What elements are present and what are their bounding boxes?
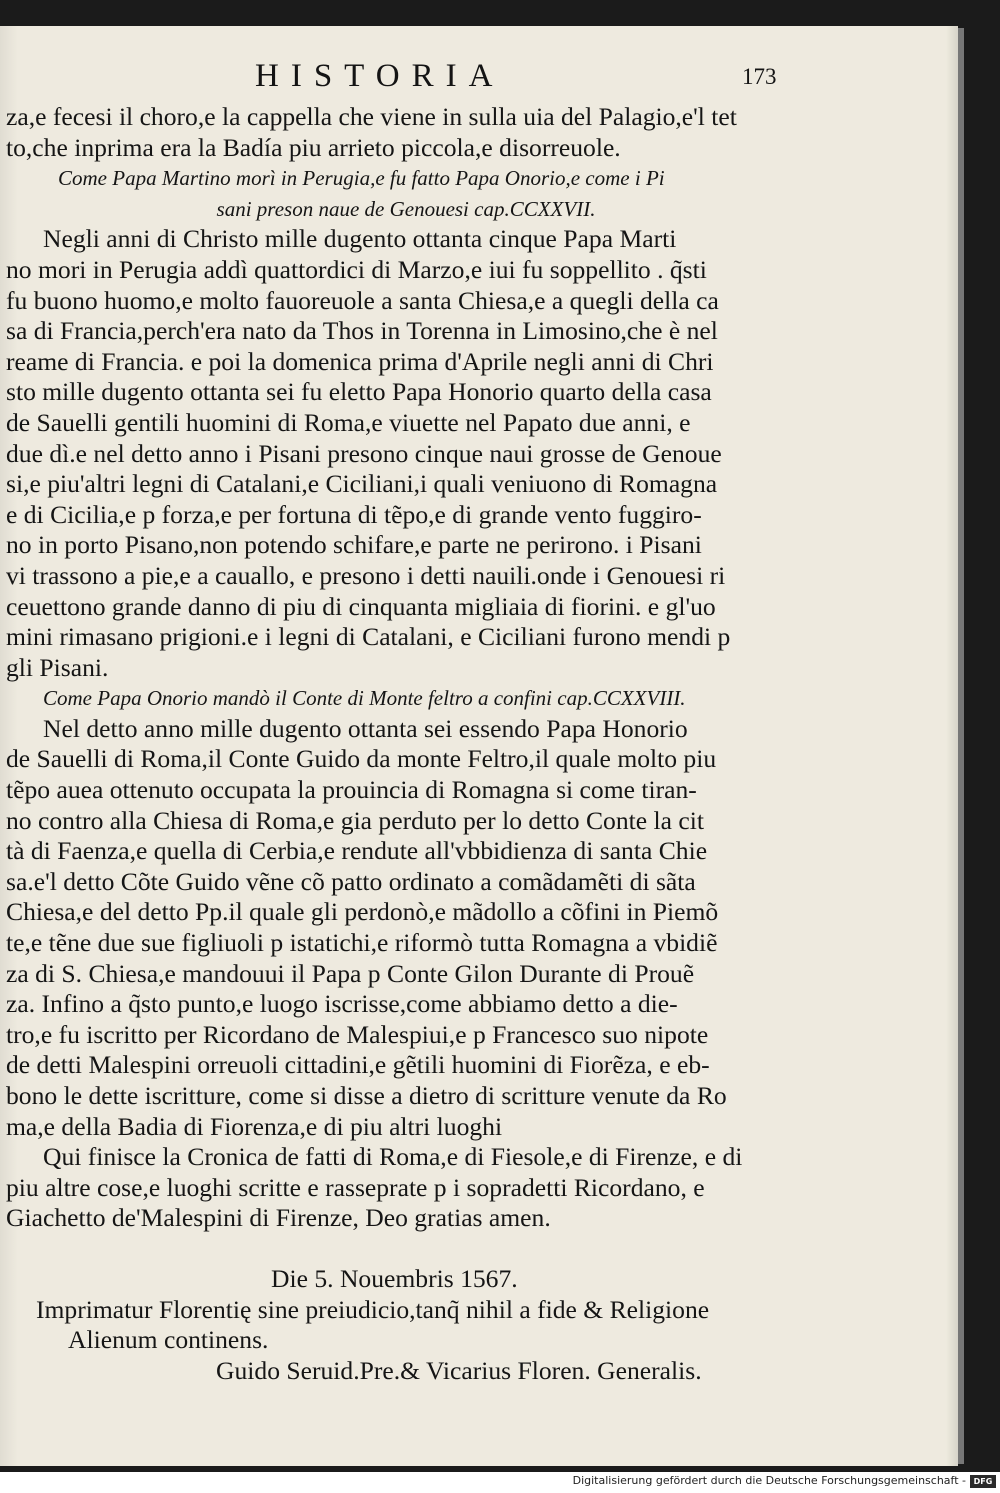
text-line: za,e fecesi il choro,e la cappella che viene in sulla uia del Palagio,e'l tet [6,102,737,131]
body-text [6,102,806,1386]
text-line: tro,e fu iscritto per Ricordano de Malespiui,e p Francesco suo nipote [6,1019,709,1049]
text-line: to,che inprima era la Badía piu arrieto piccola,e disorreuole. [6,132,621,162]
text-line: vi trassono a pie,e a cauallo, e presono i detti nauili.onde i Genouesi ri [6,560,726,590]
text-line: sa.e'l detto Cõte Guido vẽne cõ patto ordinato a comãdamẽti di sãta [6,866,696,896]
paragraph-start: Nel detto anno mille dugento ottanta sei essendo Papa Honorio [43,713,688,743]
text-line: due dì.e nel detto anno i Pisani presono cinque naui grosse de Genoue [6,438,722,468]
colophon-line: Qui finisce la Cronica de fatti di Roma,e di Fiesole,e di Firenze, e di [43,1142,743,1172]
text-line: ceuettono grande danno di piu di cinquanta migliaia di fiorini. e gl'uo [6,591,716,621]
text-line: mini rimasano prigioni.e i legni di Catalani, e Ciciliani furono mendi p [6,622,731,652]
text-line: te,e tẽne due sue figliuoli p istatichi,e riformò tutta Romagna a vbidiẽ [6,928,718,958]
text-line: no in porto Pisano,non potendo schifare,e parte ne perirono. i Pisani [6,530,702,560]
text-line: za. Infino a q̃sto punto,e luogo iscrisse,come abbiamo detto a die- [6,989,678,1019]
text-line: bono le dette iscritture, come si disse a dietro di scritture venute da Ro [6,1081,727,1110]
dfg-logo: DFG [970,1475,996,1488]
text-line: sto mille dugento ottanta sei fu eletto Papa Honorio quarto della casa [6,377,712,407]
text-line: sa di Francia,perch'era nato da Thos in Torenna in Limosino,che è nel [6,316,718,346]
text-line: si,e piu'altri legni di Catalani,e Ciciliani,i quali veniuono di Romagna [6,469,718,499]
text-line: gli Pisani. [6,652,109,682]
text-line: no mori in Perugia addì quattordici di Marzo,e iui fu soppellito . q̃sti [6,254,707,284]
page-edge [958,28,964,1464]
imprimatur-line: Alienum continens. [68,1325,269,1355]
colophon-line: Giachetto de'Malespini di Firenze, Deo gratias amen. [6,1203,551,1233]
text-line: de Sauelli gentili huomini di Roma,e viuette nel Papato due anni, e [6,407,691,437]
text-line: no contro alla Chiesa di Roma,e gia perduto per lo detto Conte la cit [6,805,704,835]
text-line: Chiesa,e del detto Pp.il quale gli perdonò,e mãdollo a cõfini in Piemõ [6,897,719,927]
chapter-heading: Come Papa Martino morì in Perugia,e fu fatto Papa Onorio,e come i Pi [58,166,665,191]
text-line: de detti Malespini orreuoli cittadini,e gẽtili huomini di Fiorẽza, e eb- [6,1050,710,1080]
funding-credit: Digitalisierung gefördert durch die Deutsche Forschungsgemeinschaft - [572,1474,966,1487]
text-line: de Sauelli di Roma,il Conte Guido da monte Feltro,il quale molto piu [6,744,717,774]
imprimatur-date: Die 5. Nouembris 1567. [271,1263,518,1293]
text-line: tẽpo aueа ottenuto occupata la prouincia di Romagna si come tiran- [6,775,697,805]
text-line: e di Cicilia,e p forza,e per fortuna di tẽpo,e di grande vento fuggiro- [6,499,702,529]
page-header [0,58,958,98]
running-title: HISTORIA [255,58,505,94]
text-line: reame di Francia. e poi la domenica prima d'Aprile negli anni di Chri [6,346,714,376]
chapter-heading: sani preson naue de Genouesi cap.CCXXVII. [216,196,596,221]
colophon-line: piu altre cose,e luoghi scritte e rasseprate p i sopradetti Ricordano, e [6,1172,705,1202]
paragraph-start: Negli anni di Christo mille dugento ottanta cinque Papa Marti [43,224,677,254]
text-line: fu buono huomo,e molto fauoreuole a santa Chiesa,e a quegli della ca [6,285,719,315]
page-number: 173 [742,64,777,89]
imprimatur-signature: Guido Seruid.Pre.& Vicarius Floren. Generalis. [216,1355,702,1385]
book-page [0,26,958,1466]
chapter-heading: Come Papa Onorio mandò il Conte di Monte feltro a confini cap.CCXXVIII. [43,686,686,711]
text-line: ma,e della Badia di Fiorenza,e di piu altri luoghi [6,1111,503,1141]
imprimatur-line: Imprimatur Florentię sine preiudicio,tanq̃ nihil a fide & Religione [36,1294,710,1324]
text-line: tà di Faenza,e quella di Cerbia,e rendute all'vbbidienza di santa Chie [6,836,708,866]
text-line: za di S. Chiesa,e mandouui il Papa p Conte Gilon Durante di Prouẽ [6,958,695,988]
footer-bar [0,1472,1000,1493]
